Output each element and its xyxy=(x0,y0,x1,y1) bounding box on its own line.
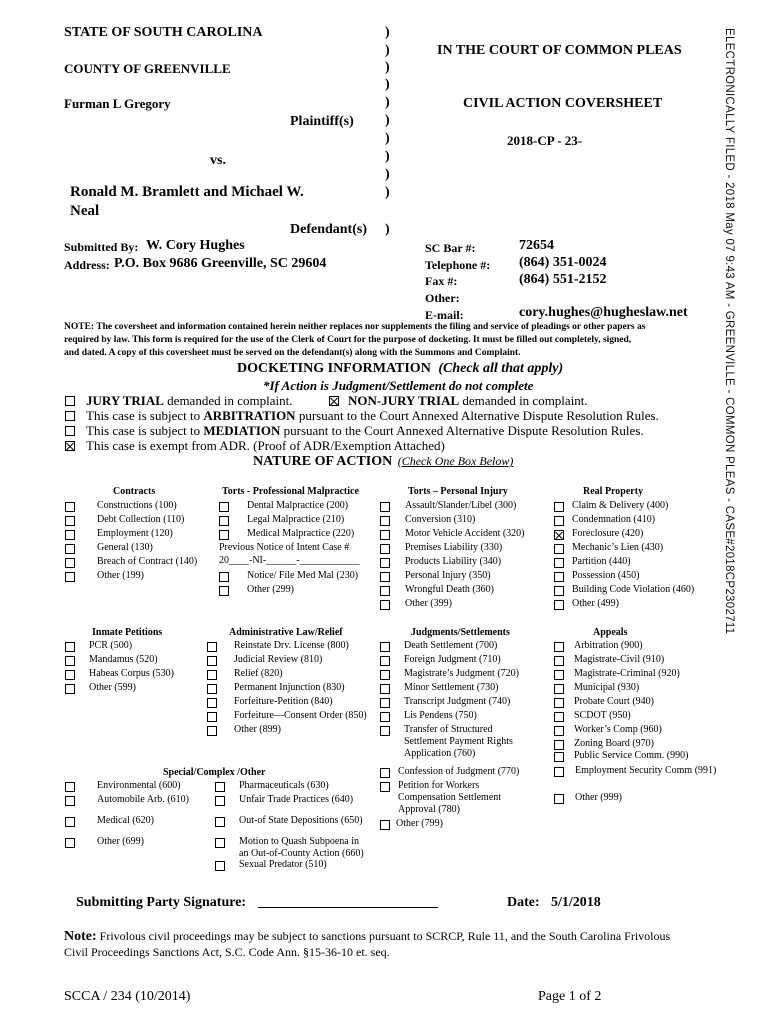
special-checkbox[interactable] xyxy=(215,861,225,871)
appeals-item: Worker’s Comp (960) xyxy=(574,724,662,735)
transfer-structured-line: Settlement Payment Rights xyxy=(404,736,513,747)
judgments-item: Confession of Judgment (770) xyxy=(398,766,520,777)
special-checkbox[interactable] xyxy=(65,782,75,792)
appeals-item: SCDOT (950) xyxy=(574,710,631,721)
admin-law-checkbox[interactable] xyxy=(207,712,217,722)
admin-law-checkbox[interactable] xyxy=(207,726,217,736)
address-value: P.O. Box 9686 Greenville, SC 29604 xyxy=(114,256,327,271)
inmate-checkbox[interactable] xyxy=(65,684,75,694)
state-caption: STATE OF SOUTH CAROLINA xyxy=(64,25,263,40)
torts-professional-heading: Torts - Professional Malpractice xyxy=(222,486,359,497)
real-property-item: Condemnation (410) xyxy=(572,514,656,525)
email-value: cory.hughes@hugheslaw.net xyxy=(519,305,688,320)
admin-law-item: Forfeiture—Consent Order (850) xyxy=(234,710,367,721)
efiling-stamp: ELECTRONICALLY FILED - 2018 May 07 9:43 AM - GREENVILLE - COMMON PLEAS - CASE#2018CP2302711 xyxy=(723,28,735,635)
torts-personal-checkbox[interactable] xyxy=(380,502,390,512)
judgments-checkbox[interactable] xyxy=(380,768,390,778)
petition-workers-line: Petition for Workers xyxy=(398,780,480,791)
page-number: Page 1 of 2 xyxy=(538,989,602,1004)
judgments-item: Lis Pendens (750) xyxy=(404,710,477,721)
mediation-checkbox[interactable] xyxy=(65,426,75,436)
court-name: IN THE COURT OF COMMON PLEAS xyxy=(437,43,682,58)
admin-law-checkbox[interactable] xyxy=(207,642,217,652)
judgments-checkbox[interactable] xyxy=(380,670,390,680)
scbar-label: SC Bar #: xyxy=(425,241,476,255)
torts-personal-item: Products Liability (340) xyxy=(405,556,502,567)
appeals-checkbox[interactable] xyxy=(554,656,564,666)
real-property-checkbox[interactable] xyxy=(554,600,564,610)
signature-line[interactable] xyxy=(258,907,438,908)
judgments-item: Other (799) xyxy=(396,818,443,829)
appeals-item: Zoning Board (970) xyxy=(574,738,654,749)
torts-personal-item: Assault/Slander/Libel (300) xyxy=(405,500,517,511)
real-property-item: Other (499) xyxy=(572,598,619,609)
real-property-item: Claim & Delivery (400) xyxy=(572,500,669,511)
special-checkbox[interactable] xyxy=(215,817,225,827)
torts-prof-item: Other (299) xyxy=(247,584,294,595)
judgments-item: Death Settlement (700) xyxy=(404,640,498,651)
torts-personal-checkbox[interactable] xyxy=(380,516,390,526)
contracts-heading: Contracts xyxy=(113,486,156,497)
special-item: Other (699) xyxy=(97,836,144,847)
form-id: SCCA / 234 (10/2014) xyxy=(64,989,191,1004)
inmate-checkbox[interactable] xyxy=(65,656,75,666)
appeals-checkbox[interactable] xyxy=(554,726,564,736)
caption-paren: ) xyxy=(385,43,390,58)
torts-personal-heading: Torts – Personal Injury xyxy=(408,486,508,497)
appeals-item: Arbitration (900) xyxy=(574,640,643,651)
inmate-item: PCR (500) xyxy=(89,640,133,651)
judgments-checkbox[interactable] xyxy=(380,820,390,830)
transfer-structured-line: Application (760) xyxy=(404,748,476,759)
bottom-note-text: Frivolous civil proceedings may be subject to sanctions pursuant to SCRCP, Rule 11, and the South Carolina Frivolous xyxy=(99,929,671,943)
admin-law-item: Judicial Review (810) xyxy=(234,654,323,665)
fax-label: Fax #: xyxy=(425,274,458,288)
torts-personal-checkbox[interactable] xyxy=(380,530,390,540)
contracts-checkbox[interactable] xyxy=(65,544,75,554)
motion-quash-line: Motion to Quash Subpoena in xyxy=(239,836,359,847)
caption-paren: ) xyxy=(385,113,390,128)
email-label: E-mail: xyxy=(425,308,464,322)
special-item: Medical (620) xyxy=(97,815,154,826)
arbitration-checkbox[interactable] xyxy=(65,411,75,421)
caption-paren: ) xyxy=(385,60,390,75)
special-checkbox[interactable] xyxy=(65,817,75,827)
notice-case-number-field[interactable]: 20____-NI-______-____________ xyxy=(219,555,360,566)
special-item: Unfair Trade Practices (640) xyxy=(239,794,354,805)
special-item: Sexual Predator (510) xyxy=(239,859,327,870)
judgments-item: Transcript Judgment (740) xyxy=(404,696,511,707)
scbar-value: 72654 xyxy=(519,238,554,253)
judgments-checkbox[interactable] xyxy=(380,698,390,708)
address-label: Address: xyxy=(64,258,110,272)
non-jury-trial-checkbox[interactable] xyxy=(329,396,339,406)
real-property-checkbox[interactable] xyxy=(554,502,564,512)
contracts-checkbox[interactable] xyxy=(65,558,75,568)
coversheet-note-line: and dated. A copy of this coversheet must be served on the defendant(s) along with the Summons and Complaint. xyxy=(64,348,521,358)
judgments-item: Minor Settlement (730) xyxy=(404,682,499,693)
appeals-item: Other (999) xyxy=(575,792,622,803)
telephone-value: (864) 351-0024 xyxy=(519,255,607,270)
torts-personal-checkbox[interactable] xyxy=(380,572,390,582)
appeals-checkbox[interactable] xyxy=(554,698,564,708)
judgments-checkbox[interactable] xyxy=(380,712,390,722)
jury-trial-label: JURY TRIAL demanded in complaint. xyxy=(86,393,293,408)
mediation-label: This case is subject to MEDIATION pursuant to the Court Annexed Alternative Dispute Resolution Rules. xyxy=(86,423,644,438)
nature-title-text: NATURE OF ACTION xyxy=(253,454,393,469)
plaintiff-name: Furman L Gregory xyxy=(64,96,171,111)
appeals-checkbox[interactable] xyxy=(554,752,564,762)
docketing-title-paren: (Check all that apply) xyxy=(438,361,564,376)
caption-paren: ) xyxy=(385,77,390,92)
admin-law-checkbox[interactable] xyxy=(207,656,217,666)
torts-personal-checkbox[interactable] xyxy=(380,544,390,554)
contracts-checkbox[interactable] xyxy=(65,516,75,526)
contracts-item: Constructions (100) xyxy=(97,500,177,511)
torts-personal-item: Personal Injury (350) xyxy=(405,570,491,581)
special-checkbox[interactable] xyxy=(215,782,225,792)
judgments-item: Foreign Judgment (710) xyxy=(404,654,501,665)
contracts-checkbox[interactable] xyxy=(65,530,75,540)
coversheet-note-line: NOTE: The coversheet and information contained herein neither replaces nor supplements the filing and service of pleadings or other papers as xyxy=(64,322,646,332)
special-complex-heading: Special/Complex /Other xyxy=(163,767,266,778)
torts-prof-item: Legal Malpractice (210) xyxy=(247,514,345,525)
nature-title-paren: (Check One Box Below) xyxy=(397,454,514,468)
real-property-heading: Real Property xyxy=(583,486,644,497)
admin-law-item: Other (899) xyxy=(234,724,281,735)
torts-personal-item: Other (399) xyxy=(405,598,452,609)
torts-prof-checkbox[interactable] xyxy=(219,502,229,512)
appeals-item: Probate Court (940) xyxy=(574,696,654,707)
submitted-by-label: Submitted By: xyxy=(64,240,139,254)
real-property-checkbox[interactable] xyxy=(554,516,564,526)
signature-label: Submitting Party Signature: xyxy=(76,895,247,910)
admin-law-checkbox[interactable] xyxy=(207,670,217,680)
date-label: Date: xyxy=(507,895,540,910)
coversheet-note-line: required by law. This form is required for the use of the Clerk of Court for the purpose of docketing. It must be filled out completely, signed, xyxy=(64,335,632,345)
contracts-item: Debt Collection (110) xyxy=(97,514,185,525)
caption-paren: ) xyxy=(385,25,390,40)
other-contact-label: Other: xyxy=(425,291,460,305)
plaintiff-label: Plaintiff(s) xyxy=(290,114,354,129)
admin-law-item: Permanent Injunction (830) xyxy=(234,682,345,693)
appeals-item: Municipal (930) xyxy=(574,682,640,693)
inmate-item: Other (599) xyxy=(89,682,136,693)
inmate-petitions-heading: Inmate Petitions xyxy=(92,627,163,638)
torts-prof-checkbox[interactable] xyxy=(219,516,229,526)
real-property-checkbox[interactable] xyxy=(554,586,564,596)
judgments-checkbox[interactable] xyxy=(380,656,390,666)
adr-exempt-checkbox[interactable] xyxy=(65,441,75,451)
real-property-checkbox[interactable] xyxy=(554,544,564,554)
real-property-item: Partition (440) xyxy=(572,556,631,567)
torts-personal-item: Conversion (310) xyxy=(405,514,476,525)
real-property-item: Foreclosure (420) xyxy=(572,528,644,539)
judgments-checkbox[interactable] xyxy=(380,642,390,652)
real-property-item: Possession (450) xyxy=(572,570,640,581)
torts-personal-item: Motor Vehicle Accident (320) xyxy=(405,528,525,539)
defendant-name-line-1: Ronald M. Bramlett and Michael W. xyxy=(70,184,304,200)
caption-paren: ) xyxy=(385,167,390,182)
judgments-checkbox[interactable] xyxy=(380,782,390,792)
admin-law-checkbox[interactable] xyxy=(207,684,217,694)
transfer-structured-line: Transfer of Structured xyxy=(404,724,493,735)
foreclosure-checkbox[interactable] xyxy=(554,530,564,540)
non-jury-trial-label: NON-JURY TRIAL demanded in complaint. xyxy=(348,393,588,408)
contracts-item: Other (199) xyxy=(97,570,144,581)
contracts-item: Breach of Contract (140) xyxy=(97,556,198,567)
motion-quash-line: an Out-of-County Action (660) xyxy=(239,848,364,859)
torts-personal-checkbox[interactable] xyxy=(380,586,390,596)
appeals-item: Employment Security Comm (991) xyxy=(575,765,717,776)
torts-prof-checkbox[interactable] xyxy=(219,586,229,596)
inmate-checkbox[interactable] xyxy=(65,670,75,680)
fax-value: (864) 551-2152 xyxy=(519,272,607,287)
adr-exempt-label: This case is exempt from ADR. (Proof of ADR/Exemption Attached) xyxy=(86,438,445,453)
appeals-item: Magistrate-Criminal (920) xyxy=(574,668,680,679)
contracts-checkbox[interactable] xyxy=(65,572,75,582)
real-property-checkbox[interactable] xyxy=(554,558,564,568)
torts-prof-item: Medical Malpractice (220) xyxy=(247,528,355,539)
caption-paren: ) xyxy=(385,222,390,237)
docketing-title-text: DOCKETING INFORMATION xyxy=(237,361,431,376)
jury-trial-checkbox[interactable] xyxy=(65,396,75,406)
appeals-item: Public Service Comm. (990) xyxy=(574,750,689,761)
special-checkbox[interactable] xyxy=(215,838,225,848)
if-action-note: *If Action is Judgment/Settlement do not complete xyxy=(263,378,534,393)
special-item: Out-of State Depositions (650) xyxy=(239,815,363,826)
submitted-by-value: W. Cory Hughes xyxy=(146,238,245,253)
special-item: Automobile Arb. (610) xyxy=(97,794,189,805)
judgments-checkbox[interactable] xyxy=(380,684,390,694)
admin-law-checkbox[interactable] xyxy=(207,698,217,708)
county-caption: COUNTY OF GREENVILLE xyxy=(64,61,231,76)
real-property-checkbox[interactable] xyxy=(554,572,564,582)
caption-paren: ) xyxy=(385,185,390,200)
telephone-label: Telephone #: xyxy=(425,258,491,272)
previous-notice-label: Previous Notice of Intent Case # xyxy=(219,542,350,553)
special-checkbox[interactable] xyxy=(65,838,75,848)
defendant-name-line-2: Neal xyxy=(70,203,100,219)
versus-label: vs. xyxy=(210,153,226,168)
torts-prof-checkbox[interactable] xyxy=(219,530,229,540)
real-property-item: Building Code Violation (460) xyxy=(572,584,695,595)
appeals-checkbox[interactable] xyxy=(554,684,564,694)
judgments-checkbox[interactable] xyxy=(380,726,390,736)
date-value: 5/1/2018 xyxy=(551,895,601,910)
special-checkbox[interactable] xyxy=(65,796,75,806)
appeals-checkbox[interactable] xyxy=(554,670,564,680)
special-checkbox[interactable] xyxy=(215,796,225,806)
torts-personal-checkbox[interactable] xyxy=(380,600,390,610)
caption-paren: ) xyxy=(385,149,390,164)
torts-prof-item: Dental Malpractice (200) xyxy=(247,500,349,511)
inmate-checkbox[interactable] xyxy=(65,642,75,652)
admin-law-item: Reinstate Drv. License (800) xyxy=(234,640,349,651)
caption-paren: ) xyxy=(385,95,390,110)
administrative-law-heading: Administrative Law/Relief xyxy=(229,627,343,638)
defendant-label: Defendant(s) xyxy=(290,222,367,237)
torts-prof-item: Notice/ File Med Mal (230) xyxy=(247,570,359,581)
real-property-item: Mechanic’s Lien (430) xyxy=(572,542,664,553)
docketing-title xyxy=(237,361,563,377)
torts-personal-checkbox[interactable] xyxy=(380,558,390,568)
torts-personal-item: Wrongful Death (360) xyxy=(405,584,495,595)
judgments-item: Magistrate’s Judgment (720) xyxy=(404,668,519,679)
torts-personal-item: Premises Liability (330) xyxy=(405,542,503,553)
bottom-note-text: Civil Proceedings Sanctions Act, S.C. Code Ann. §15-36-10 et. seq. xyxy=(64,945,390,959)
contracts-item: General (130) xyxy=(97,542,153,553)
arbitration-label: This case is subject to ARBITRATION pursuant to the Court Annexed Alternative Dispute Resolution Rules. xyxy=(86,408,659,423)
torts-prof-checkbox[interactable] xyxy=(219,572,229,582)
caption-paren: ) xyxy=(385,131,390,146)
appeals-checkbox[interactable] xyxy=(554,740,564,750)
nature-of-action-title xyxy=(253,454,513,470)
contracts-checkbox[interactable] xyxy=(65,502,75,512)
bottom-note-label: Note: xyxy=(64,929,97,944)
special-item: Pharmaceuticals (630) xyxy=(239,780,329,791)
judgments-heading: Judgments/Settlements xyxy=(411,627,510,638)
contracts-item: Employment (120) xyxy=(97,528,173,539)
admin-law-item: Relief (820) xyxy=(234,668,283,679)
appeals-item: Magistrate-Civil (910) xyxy=(574,654,665,665)
document-title: CIVIL ACTION COVERSHEET xyxy=(463,96,663,111)
petition-workers-line: Compensation Settlement xyxy=(398,792,502,803)
special-item: Environmental (600) xyxy=(97,780,181,791)
appeals-checkbox[interactable] xyxy=(554,794,564,804)
appeals-checkbox[interactable] xyxy=(554,642,564,652)
inmate-item: Habeas Corpus (530) xyxy=(89,668,174,679)
admin-law-item: Forfeiture-Petition (840) xyxy=(234,696,333,707)
inmate-item: Mandamus (520) xyxy=(89,654,158,665)
appeals-checkbox[interactable] xyxy=(554,767,564,777)
docket-number: 2018-CP - 23- xyxy=(507,133,583,148)
appeals-checkbox[interactable] xyxy=(554,712,564,722)
petition-workers-line: Approval (780) xyxy=(398,804,460,815)
appeals-heading: Appeals xyxy=(593,627,628,638)
